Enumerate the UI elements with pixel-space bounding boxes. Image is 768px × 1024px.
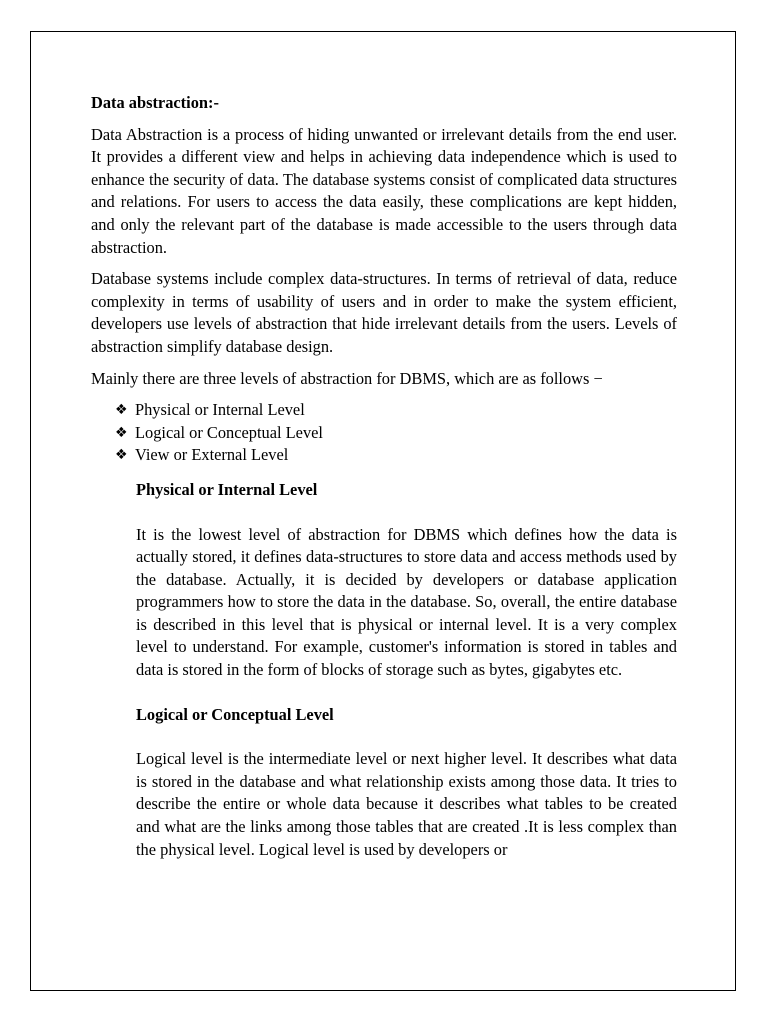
list-item-label: View or External Level bbox=[135, 445, 289, 465]
levels-list bbox=[91, 399, 677, 467]
section-physical-level bbox=[136, 479, 677, 682]
levels-intro-paragraph: Mainly there are three levels of abstraction for DBMS, which are as follows − bbox=[91, 368, 603, 388]
complexity-paragraph: Database systems include complex data-structures. In terms of retrieval of data, reduce complexity in terms of usability of users and in order to make the system efficient, developers use levels of abstraction that hide irrelevant details from the users. Levels of abstraction simplify database design. bbox=[91, 269, 677, 356]
document-title: Data abstraction:- bbox=[91, 93, 219, 112]
document-body bbox=[91, 92, 677, 883]
intro-paragraph: Data Abstraction is a process of hiding unwanted or irrelevant details from the end user. It provides a different view and helps in achieving data independence which is used to enhance the security of data. The database systems consist of complicated data structures and relations. For users to access the data easily, these complications are kept hidden, and only the relevant part of the database is made accessible to the users through data abstraction. bbox=[91, 124, 677, 257]
section-paragraph: It is the lowest level of abstraction for DBMS which defines how the data is actually stored, it defines data-structures to store data and access methods used by the database. Actually, it is decided by developers or database application programmers how to store the data in the database. So, overall, the entire database is described in this level that is physical or internal level. It is a very complex level to understand. For example, customer's information is stored in tables and data is stored in the form of blocks of storage such as bytes, gigabytes etc. bbox=[136, 524, 677, 680]
list-item bbox=[115, 422, 677, 445]
section-paragraph: Logical level is the intermediate level or next higher level. It describes what data is stored in the database and what relationship exists among those data. It tries to describe the entire or whole data because it describes what tables to be created and what are the links among those tables that are created .It is less complex than the physical level. Logical level is used by developers or bbox=[136, 749, 677, 859]
section-heading: Logical or Conceptual Level bbox=[136, 704, 334, 724]
list-item-label: Physical or Internal Level bbox=[135, 400, 305, 420]
section-logical-level bbox=[136, 704, 677, 862]
section-heading: Physical or Internal Level bbox=[136, 479, 318, 499]
list-item bbox=[115, 399, 677, 422]
diamond-bullet-icon: ❖ bbox=[115, 424, 128, 441]
diamond-bullet-icon: ❖ bbox=[115, 402, 128, 419]
list-item-label: Logical or Conceptual Level bbox=[135, 422, 323, 442]
diamond-bullet-icon: ❖ bbox=[115, 447, 128, 464]
list-item bbox=[115, 444, 677, 467]
